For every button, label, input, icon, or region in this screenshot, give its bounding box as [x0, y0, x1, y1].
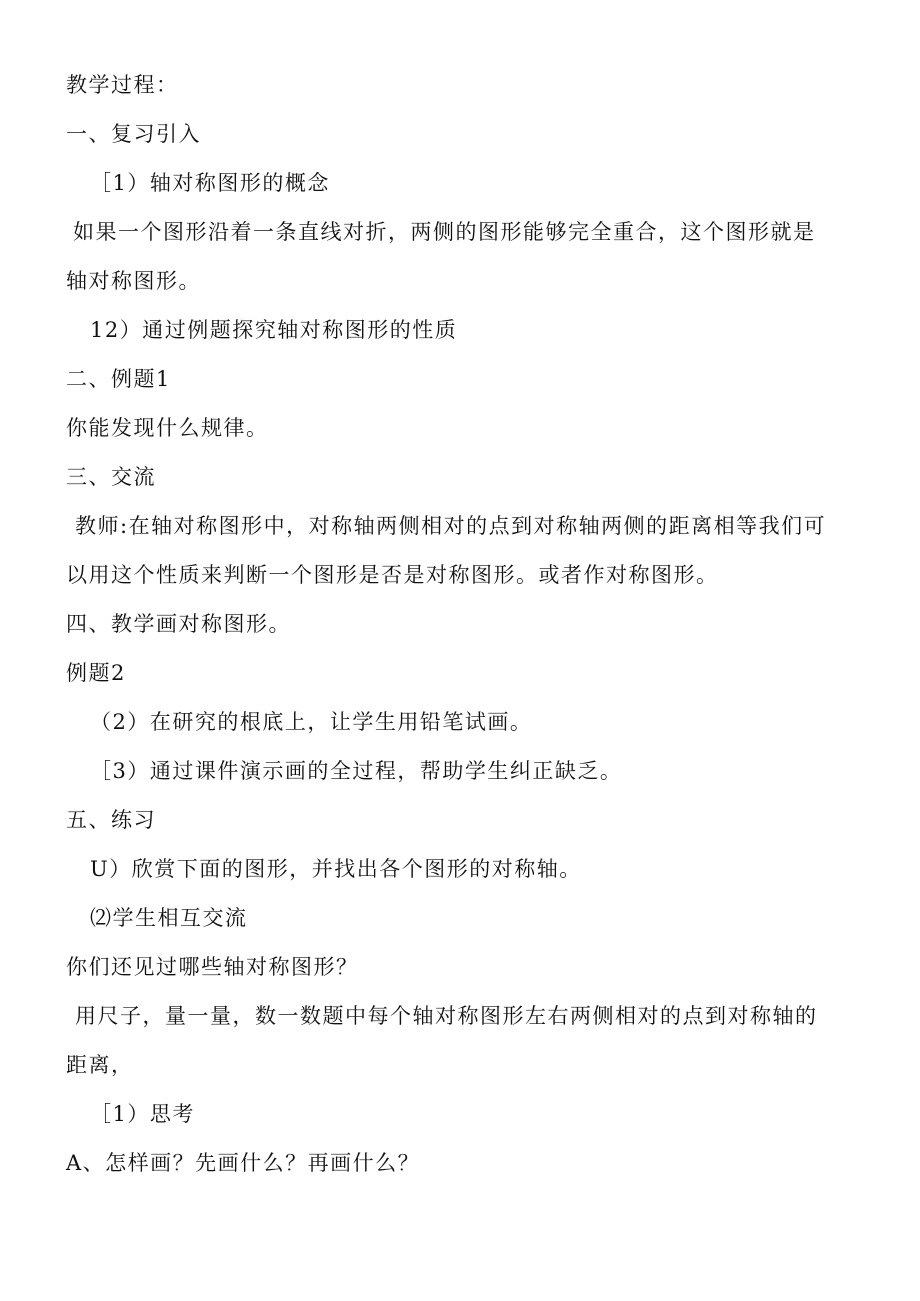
item-explore-properties: 12）通过例题探究轴对称图形的性质 [90, 318, 458, 342]
section-heading-review: 一、复习引入 [66, 122, 201, 146]
item-think: ［1）思考 [90, 1102, 195, 1126]
section-heading-example-1: 二、例题1 [66, 367, 171, 391]
paragraph-teacher-line-2: 以用这个性质来判断一个图形是否是对称图形。或者作对称图形。 [66, 563, 719, 587]
item-student-exchange: ⑵学生相互交流 [90, 906, 248, 930]
section-heading-discussion: 三、交流 [66, 465, 156, 489]
item-appreciate-figures: U）欣赏下面的图形，并找出各个图形的对称轴。 [90, 857, 582, 881]
question-how-to-draw: A、怎样画？先画什么？再画什么？ [66, 1151, 421, 1175]
question-seen-figures: 你们还见过哪些轴对称图形？ [66, 955, 359, 979]
section-heading-practice: 五、练习 [66, 808, 156, 832]
item-courseware-demo: ［3）通过课件演示画的全过程，帮助学生纠正缺乏。 [90, 759, 623, 783]
section-heading-teaching-process: 教学过程： [66, 73, 179, 97]
paragraph-definition-line-2: 轴对称图形。 [66, 269, 201, 293]
paragraph-measure-line-1: 用尺子，量一量，数一数题中每个轴对称图形左右两侧相对的点到对称轴的 [75, 1004, 818, 1028]
question-find-rule: 你能发现什么规律。 [66, 416, 269, 440]
paragraph-teacher-line-1: 教师:在轴对称图形中，对称轴两侧相对的点到对称轴两侧的距离相等我们可 [75, 514, 827, 538]
heading-example-2: 例题2 [66, 661, 126, 685]
item-concept: ［1）轴对称图形的概念 [90, 171, 330, 195]
paragraph-definition-line-1: 如果一个图形沿着一条直线对折，两侧的图形能够完全重合，这个图形就是 [73, 220, 816, 244]
paragraph-measure-line-2: 距离， [66, 1053, 134, 1077]
section-heading-drawing: 四、教学画对称图形。 [66, 612, 291, 636]
item-pencil-drawing: （2）在研究的根底上，让学生用铅笔试画。 [90, 710, 533, 734]
